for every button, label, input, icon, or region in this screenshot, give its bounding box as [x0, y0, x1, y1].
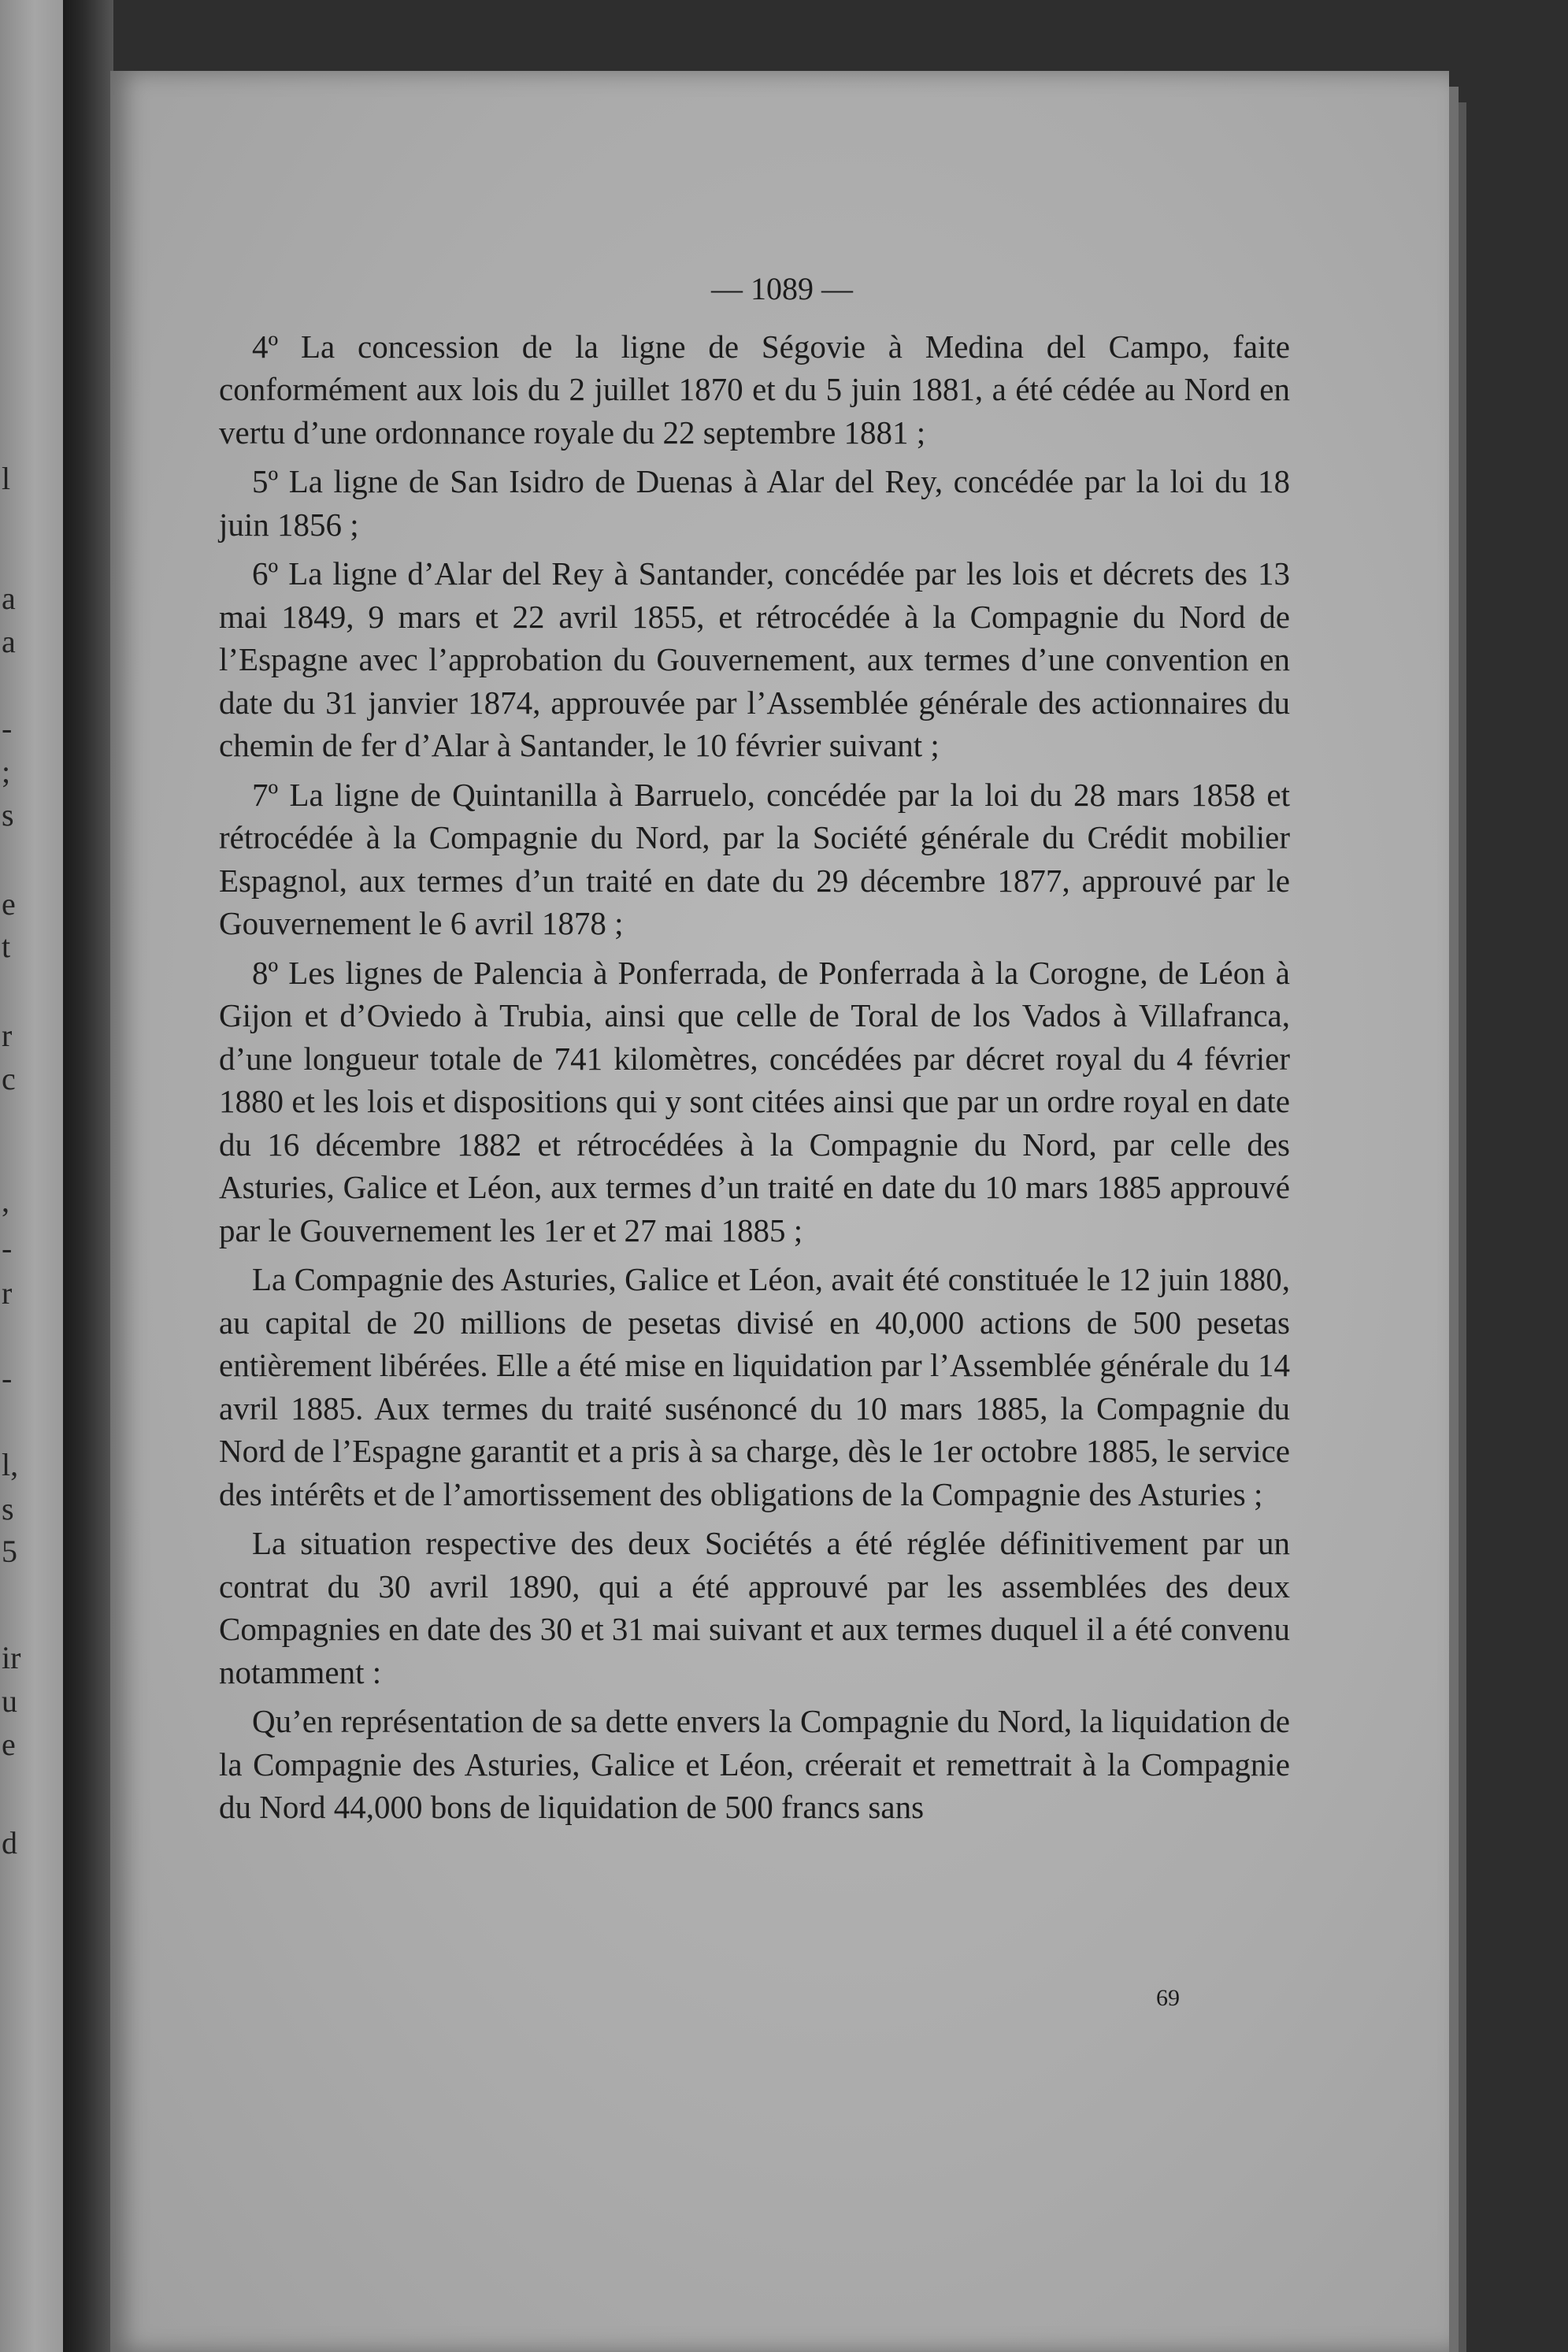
- margin-fragment: t: [2, 929, 11, 964]
- margin-fragment: r: [2, 1275, 13, 1311]
- paragraph: 6º La ligne d’Alar del Rey à Santander, concédée par les lois et décrets des 13 mai 1849, 9 mars et 22 avril 1855, et rétrocédée à la Compagnie du Nord de l’Espagne avec l’approbation du Gouvernement, aux termes d’une convention en date du 31 janvier 1874, approuvée par l’Assemblée générale des actionnaires du chemin de fer d’Alar à Santander, le 10 février suivant ;: [219, 555, 1290, 763]
- page-number: — 1089 —: [711, 271, 853, 306]
- margin-fragment: -: [2, 710, 13, 746]
- book-gutter: [63, 0, 113, 2352]
- paragraph: Qu’en représentation de sa dette envers la Compagnie du Nord, la liquidation de la Compagnie des Asturies, Galice et Léon, créerait et remettrait à la Compagnie du Nord 44,000 bons de liquidation de 500 francs sans: [219, 1703, 1290, 1825]
- adjacent-page-edge: [0, 0, 63, 2352]
- paragraph: La Compagnie des Asturies, Galice et Léon, avait été constituée le 12 juin 1880, au capital de 20 millions de pesetas divisé en 40,000 actions de 500 pesetas entièrement libérées. Elle a été mise en liquidation par l’Assemblée générale du 14 avril 1885. Aux termes du traité susénoncé du 10 mars 1885, la Compagnie du Nord de l’Espagne garantit et a pris à sa charge, dès le 1er octobre 1885, le service des intérêts et de l’amortissement des obligations de la Compagnie des Asturies ;: [219, 1261, 1290, 1512]
- margin-fragment: s: [2, 797, 14, 833]
- margin-fragment: -: [2, 1360, 13, 1396]
- margin-fragment: 5: [2, 1534, 17, 1569]
- page-body: [219, 268, 1290, 1835]
- margin-fragment: c: [2, 1061, 16, 1096]
- margin-fragment: u: [2, 1683, 17, 1719]
- margin-fragment: ,: [2, 1183, 9, 1219]
- margin-fragment: d: [2, 1825, 17, 1860]
- paragraph: La situation respective des deux Sociétés a été réglée définitivement par un contrat du 30 avril 1890, qui a été approuvé par les assemblées des deux Compagnies en date des 30 et 31 mai suivant et aux termes duquel il a été convenu notamment :: [219, 1525, 1290, 1690]
- margin-fragment: s: [2, 1491, 14, 1527]
- margin-fragment: e: [2, 1727, 16, 1762]
- margin-fragment: ir: [2, 1640, 21, 1675]
- paragraph: 8º Les lignes de Palencia à Ponferrada, de Ponferrada à la Corogne, de Léon à Gijon et d’Oviedo à Trubia, ainsi que celle de Toral de los Vados à Villafranca, d’une longueur totale de 741 kilomètres, concédées par décret royal du 4 février 1880 et les lois et dispositions qui y sont citées ainsi que par un ordre royal en date du 16 décembre 1882 et rétrocédées à la Compagnie du Nord, par celle des Asturies, Galice et Léon, aux termes d’un traité en date du 10 mars 1885 approuvé par le Gouvernement les 1er et 27 mai 1885 ;: [219, 954, 1290, 1248]
- margin-fragment: ;: [2, 754, 11, 789]
- margin-fragment: a: [2, 624, 16, 659]
- page-stack-edge: [1459, 102, 1466, 2352]
- margin-fragment: l,: [2, 1447, 19, 1482]
- signature-mark: 69: [1156, 1985, 1180, 2011]
- book-page: [110, 71, 1449, 2352]
- margin-fragment: e: [2, 886, 16, 922]
- paragraph: 7º La ligne de Quintanilla à Barruelo, concédée par la loi du 28 mars 1858 et rétrocédée à la Compagnie du Nord, par la Société générale du Crédit mobilier Espagnol, aux termes d’un traité en date du 29 décembre 1877, approuvé par le Gouvernement le 6 avril 1878 ;: [219, 776, 1290, 941]
- margin-fragment: l: [2, 461, 11, 496]
- margin-fragment: -: [2, 1230, 13, 1266]
- margin-fragment: a: [2, 581, 16, 616]
- margin-fragment: r: [2, 1018, 13, 1053]
- page-stack-edge: [1449, 87, 1459, 2352]
- paragraph: 5º La ligne de San Isidro de Duenas à Alar del Rey, concédée par la loi du 18 juin 1856 ;: [219, 463, 1290, 543]
- paragraph: 4º La concession de la ligne de Ségovie à Medina del Campo, faite conformément aux lois du 2 juillet 1870 et du 5 juin 1881, a été cédée au Nord en vertu d’une ordonnance royale du 22 septembre 1881 ;: [219, 328, 1290, 451]
